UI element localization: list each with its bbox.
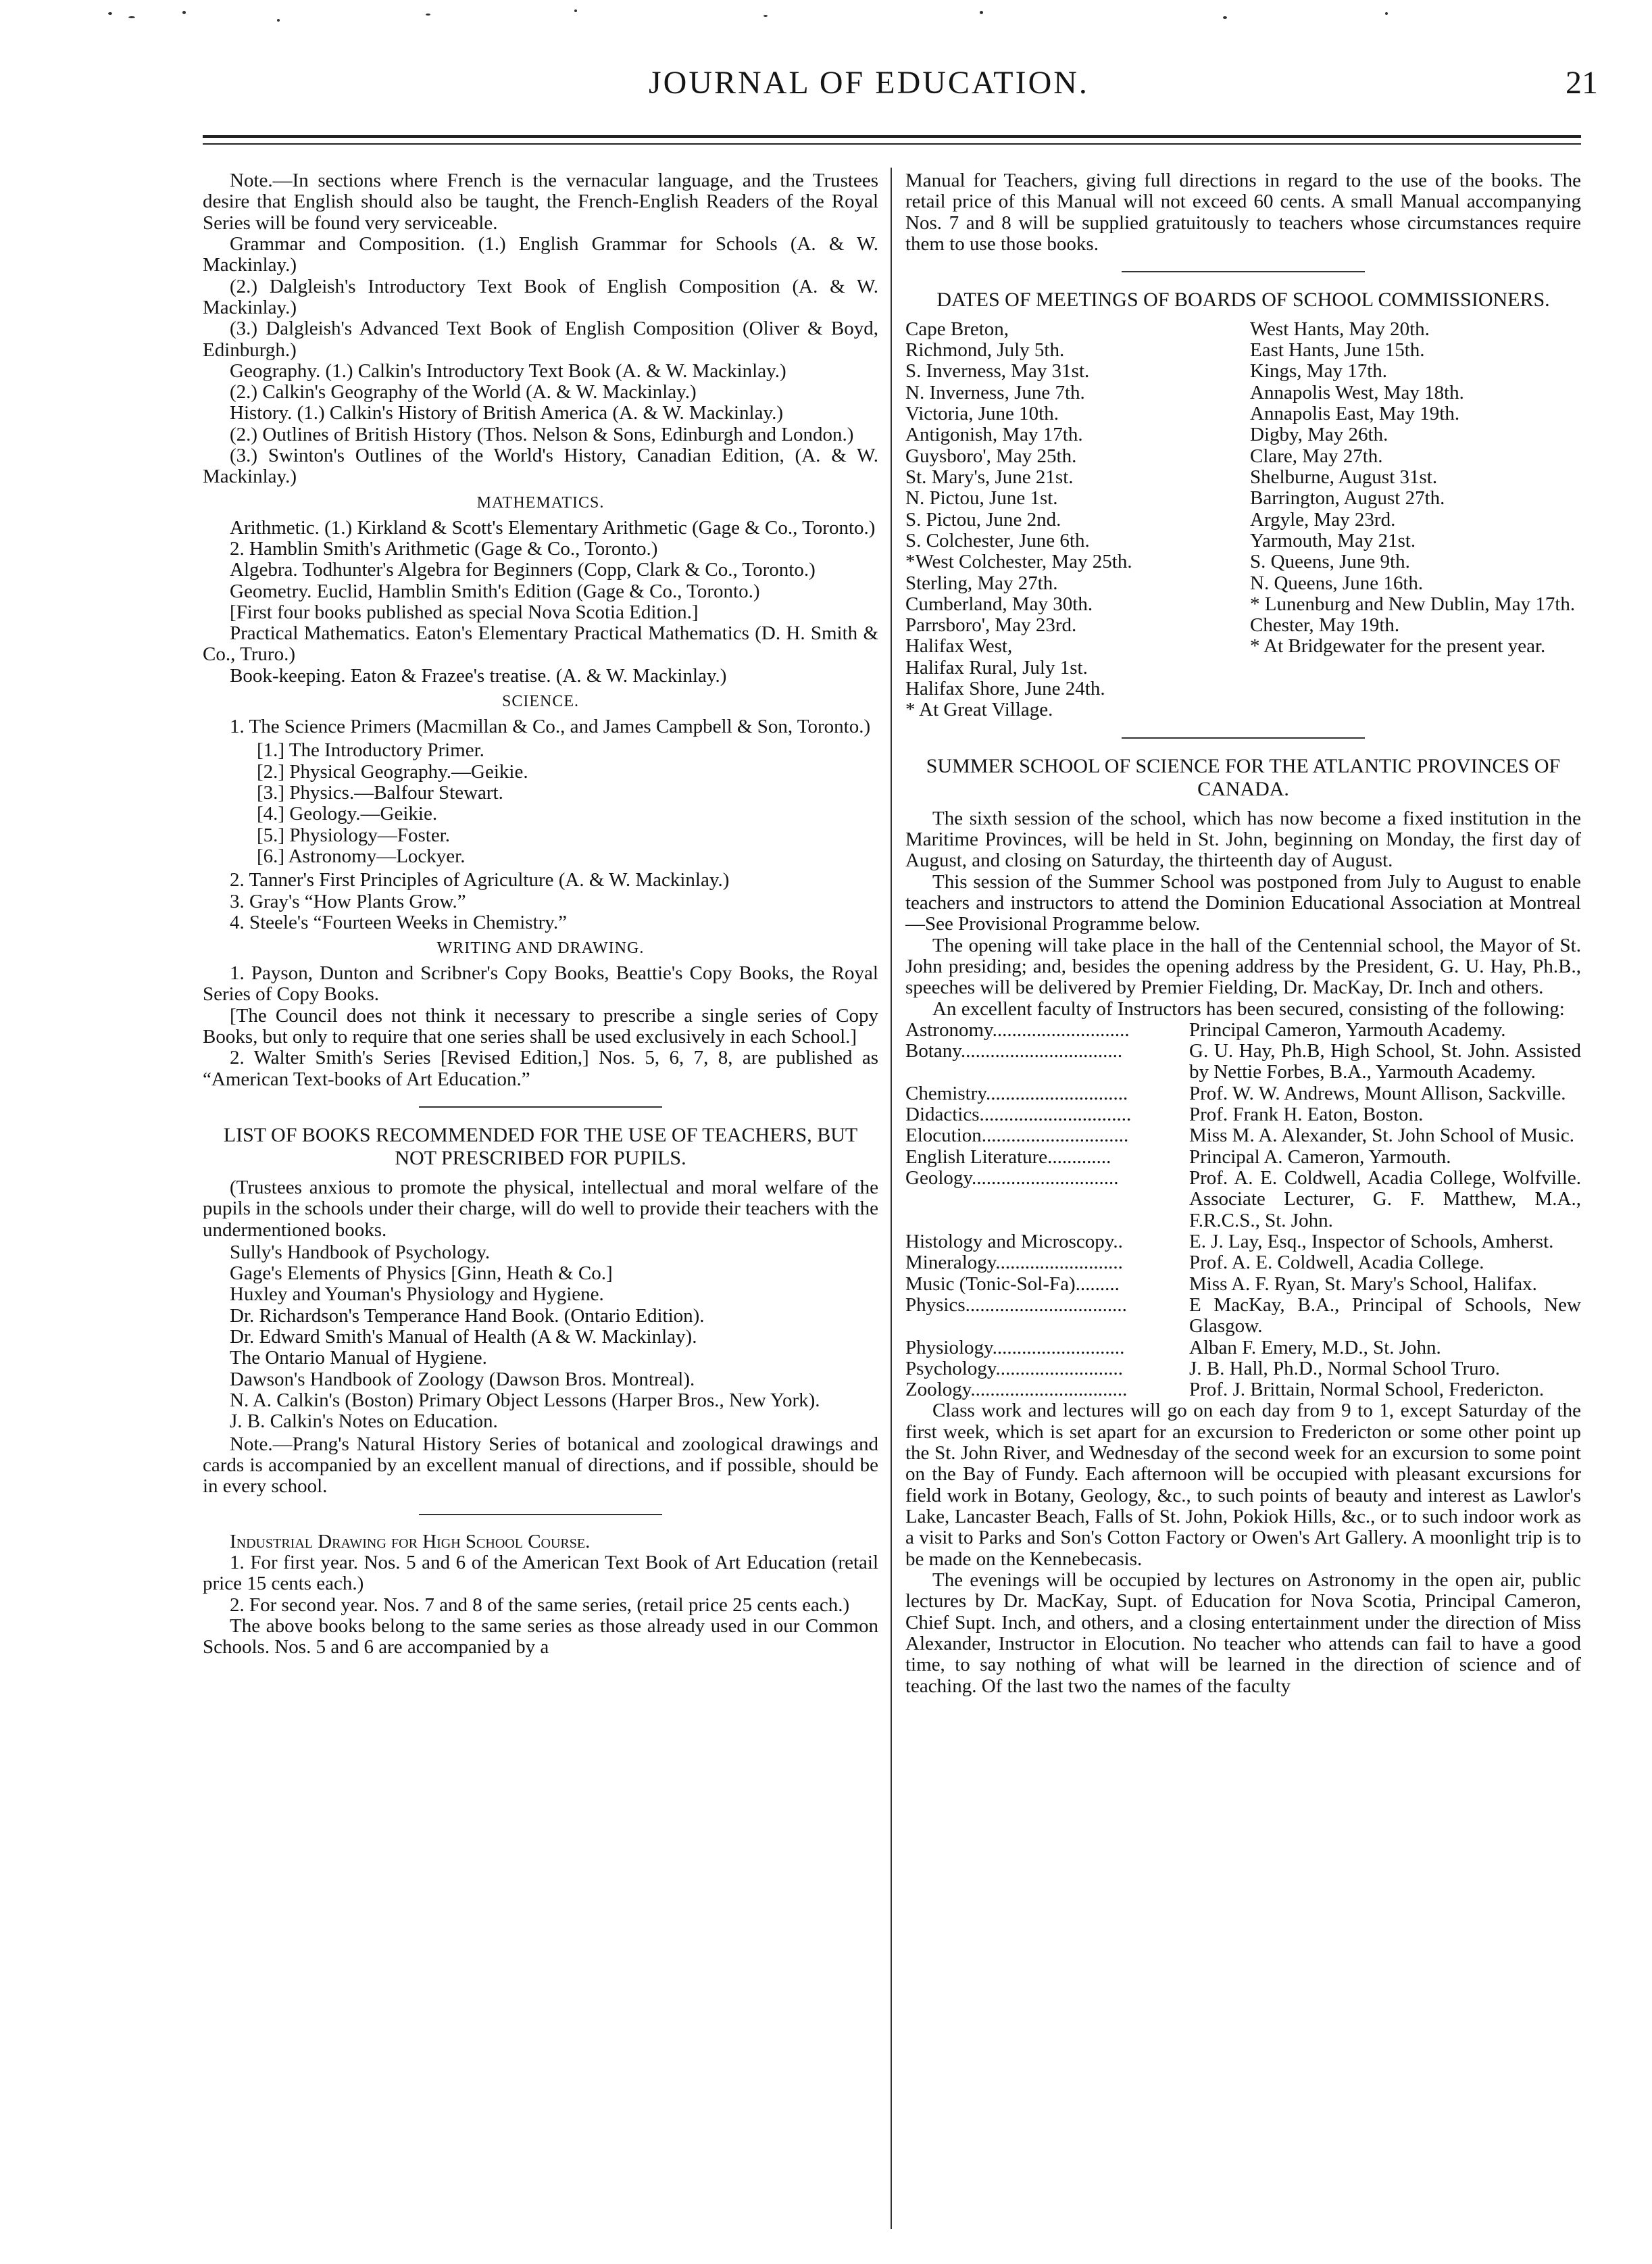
grammar-line: (2.) Dalgleish's Introductory Text Book of English Composition (A. & W. Mackinlay.) [203, 275, 878, 318]
geography-line: Geography. (1.) Calkin's Introductory Text Book (A. & W. Mackinlay.) [230, 360, 786, 382]
date-entry: St. Mary's, June 21st. [905, 466, 1074, 488]
date-entry: Cape Breton, [905, 318, 1009, 340]
date-entry: Victoria, June 10th. [905, 403, 1059, 424]
summer-paragraph: An excellent faculty of Instructors has been secured, consisting of the following: [932, 998, 1565, 1020]
date-entry: Parrsboro', May 23rd. [905, 614, 1077, 637]
faculty-subject: Chemistry............................. [905, 1083, 1128, 1104]
industrial-line: 2. For second year. Nos. 7 and 8 of the same series, (retail price 25 cents each.) [230, 1594, 850, 1616]
list-note: Note.—Prang's Natural History Series of botanical and zoological drawings and cards is accompanied by an excellent manual of directions, and if possible, should be in every school. [203, 1433, 878, 1498]
book-list [230, 1242, 878, 1433]
mathematics-line: Algebra. Todhunter's Algebra for Beginners (Copp, Clark & Co., Toronto.) [230, 559, 816, 581]
faculty-instructor: Prof. A. E. Coldwell, Acadia College. [1189, 1252, 1484, 1274]
writing-line: 1. Payson, Dunton and Scribner's Copy Books, Beattie's Copy Books, the Royal Series of Copy Books. [203, 962, 878, 1006]
date-entry: Sterling, May 27th. [905, 572, 1058, 594]
list-heading: LIST OF BOOKS RECOMMENDED FOR THE USE OF TEACHERS, BUT NOT PRESCRIBED FOR PUPILS. [223, 1123, 858, 1170]
dates-column-left [905, 319, 1236, 721]
faculty-row [905, 1104, 1581, 1125]
faculty-instructor: Prof. J. Brittain, Normal School, Fredericton. [1189, 1379, 1545, 1401]
date-entry: Halifax Shore, June 24th. [905, 678, 1105, 700]
section-rule [419, 1106, 662, 1108]
date-entry: Kings, May 17th. [1250, 360, 1387, 383]
date-entry: Antigonish, May 17th. [905, 424, 1083, 446]
faculty-row [905, 1168, 1581, 1231]
faculty-row [905, 1020, 1581, 1041]
writing-line: 2. Walter Smith's Series [Revised Edition,] Nos. 5, 6, 7, 8, are published as “American Text-books of Art Education.” [203, 1047, 878, 1090]
summer-paragraph: This session of the Summer School was postponed from July to August to enable teachers and instructors to attend the Dominion Educational Association at Montreal—See Provisional Programme below. [905, 870, 1581, 935]
history-line: History. (1.) Calkin's History of British America (A. & W. Mackinlay.) [230, 402, 783, 424]
date-entry: N. Pictou, June 1st. [905, 487, 1058, 510]
book-item: The Ontario Manual of Hygiene. [230, 1347, 487, 1369]
date-entry: S. Queens, June 9th. [1250, 551, 1410, 573]
science-primer-list [257, 740, 878, 867]
industrial-line: The above books belong to the same series as those already used in our Common Schools. Nos. 5 and 6 are accompanied by a [203, 1615, 878, 1658]
mathematics-line: Geometry. Euclid, Hamblin Smith's Edition (Gage & Co., Toronto.) [230, 580, 760, 602]
book-item: Dawson's Handbook of Zoology (Dawson Bros. Montreal). [230, 1368, 695, 1390]
mathematics-line: 2. Hamblin Smith's Arithmetic (Gage & Co., Toronto.) [230, 537, 658, 560]
book-item: Dr. Edward Smith's Manual of Health (A & W. Mackinlay). [230, 1326, 697, 1348]
date-entry: Halifax West, [905, 635, 1013, 658]
science-primer-item: [3.] Physics.—Balfour Stewart. [257, 781, 503, 804]
date-entry: Barrington, August 27th. [1250, 487, 1445, 510]
header-rule-thick [203, 135, 1581, 138]
mathematics-line: [First four books published as special Nova Scotia Edition.] [230, 601, 699, 623]
faculty-subject: Music (Tonic-Sol-Fa)......... [905, 1273, 1120, 1295]
date-entry: Clare, May 27th. [1250, 445, 1383, 467]
date-entry: S. Pictou, June 2nd. [905, 508, 1061, 531]
mathematics-line: Practical Mathematics. Eaton's Elementary Practical Mathematics (D. H. Smith & Co., Truro.) [203, 622, 878, 666]
faculty-subject: Mineralogy.......................... [905, 1252, 1123, 1274]
writing-line: [The Council does not think it necessary to prescribe a single series of Copy Books, but only to require that one series shall be used exclusively in each School.] [203, 1004, 878, 1048]
dates-column-right [1250, 319, 1581, 721]
faculty-subject: Geology.............................. [905, 1168, 1119, 1189]
faculty-instructor: Prof. A. E. Coldwell, Acadia College, Wolfville. Associate Lecturer, G. F. Matthew, M.A., F.R.C.S., St. John. [1189, 1167, 1581, 1231]
footnote-great-village: * At Great Village. [905, 699, 1053, 721]
science-line: 4. Steele's “Fourteen Weeks in Chemistry.” [230, 911, 568, 933]
faculty-instructor: Prof. Frank H. Eaton, Boston. [1189, 1104, 1424, 1126]
date-entry: Yarmouth, May 21st. [1250, 529, 1416, 551]
grammar-line: Grammar and Composition. (1.) English Grammar for Schools (A. & W. Mackinlay.) [203, 232, 878, 276]
summer-closing-paragraph: Class work and lectures will go on each day from 9 to 1, except Saturday of the first week, which is set apart for an excursion to Fredericton or some other point up the St. John River, and Wednesday of the second week for an excursion to some point on the Bay of Fundy. Each afternoon will be occupied with pleasant excursions for field work in Botany, Geology, &c., to such points of beauty and interest as Lawlor's Lake, Lancaster Beach, Falls of St. John, Pokiok Hills, &c., or to such indoor work as a visit to Parks and Son's Cotton Factory or Owen's Art Gallery. A moonlight trip is to be made on the Kennebecasis. [905, 1400, 1581, 1570]
date-entry: N. Queens, June 16th. [1250, 572, 1424, 594]
date-entry: S. Inverness, May 31st. [905, 360, 1090, 383]
history-line: (2.) Outlines of British History (Thos. Nelson & Sons, Edinburgh and London.) [230, 423, 854, 445]
science-heading: SCIENCE. [501, 693, 579, 711]
faculty-instructor: Principal A. Cameron, Yarmouth. [1189, 1146, 1451, 1168]
faculty-subject: Astronomy............................ [905, 1019, 1130, 1041]
geography-line: (2.) Calkin's Geography of the World (A. & W. Mackinlay.) [230, 381, 697, 403]
page-header [0, 64, 1652, 118]
industrial-line: 1. For first year. Nos. 5 and 6 of the American Text Book of Art Education (retail price 15 cents each.) [203, 1551, 878, 1595]
faculty-instructor: Prof. W. W. Andrews, Mount Allison, Sackville. [1189, 1082, 1566, 1104]
faculty-instructor: E MacKay, B.A., Principal of Schools, New Glasgow. [1189, 1294, 1581, 1337]
faculty-instructor: E. J. Lay, Esq., Inspector of Schools, Amherst. [1189, 1230, 1554, 1252]
book-item: N. A. Calkin's (Boston) Primary Object Lessons (Harper Bros., New York). [230, 1389, 820, 1412]
mathematics-line: Book-keeping. Eaton & Frazee's treatise. (A. & W. Mackinlay.) [230, 664, 727, 687]
science-line: 3. Gray's “How Plants Grow.” [230, 890, 466, 912]
book-item: Sully's Handbook of Psychology. [230, 1241, 491, 1263]
date-entry: * Lunenburg and New Dublin, May 17th. [1250, 593, 1576, 615]
date-entry: Guysboro', May 25th. [905, 445, 1077, 467]
faculty-row [905, 1358, 1581, 1379]
science-primer-item: [4.] Geology.—Geikie. [257, 803, 438, 825]
date-entry: S. Colchester, June 6th. [905, 529, 1090, 551]
mathematics-heading: MATHEMATICS. [476, 493, 605, 512]
faculty-instructor: Principal Cameron, Yarmouth Academy. [1189, 1018, 1506, 1041]
book-item: Dr. Richardson's Temperance Hand Book. (Ontario Edition). [230, 1304, 705, 1327]
faculty-subject: English Literature............. [905, 1146, 1111, 1168]
date-entry: Annapolis West, May 18th. [1250, 381, 1464, 403]
date-entry: Argyle, May 23rd. [1250, 508, 1396, 531]
date-entry: Cumberland, May 30th. [905, 593, 1093, 615]
faculty-subject: Botany................................. [905, 1041, 1123, 1062]
running-title: JOURNAL OF EDUCATION. [649, 65, 1089, 101]
science-primer-item: [6.] Astronomy—Lockyer. [257, 845, 466, 867]
grammar-line: (3.) Dalgleish's Advanced Text Book of English Composition (Oliver & Boyd, Edinburgh.) [203, 318, 878, 361]
faculty-subject: Elocution.............................. [905, 1125, 1129, 1147]
faculty-instructor: Miss A. F. Ryan, St. Mary's School, Halifax. [1189, 1273, 1537, 1295]
page-number: 21 [1566, 65, 1598, 101]
manual-continuation: Manual for Teachers, giving full directions in regard to the use of the books. The retail price of this Manual will not exceed 60 cents. A small Manual accompanying Nos. 7 and 8 will be supplied gratuitously to teachers whose circumstances require them to use those books. [905, 170, 1581, 255]
column-divider [891, 168, 892, 2229]
summer-closing-paragraph: The evenings will be occupied by lectures on Astronomy in the open air, public lectures by Dr. MacKay, Supt. of Education for Nova Scotia, Principal Cameron, Chief Supt. Inch, and others, and a closing entertainment under the direction of Miss Alexander, Instructor in Elocution. No teacher who attends can fail to have a good time, to say nothing of what will be learned in the direction of science and of teaching. Of the last two the names of the faculty [905, 1569, 1581, 1697]
science-intro: 1. The Science Primers (Macmillan & Co., and James Campbell & Son, Toronto.) [230, 716, 871, 737]
date-entry: Annapolis East, May 19th. [1250, 403, 1460, 424]
faculty-instructor: Alban F. Emery, M.D., St. John. [1189, 1336, 1441, 1358]
right-column [905, 170, 1581, 1697]
faculty-subject: Didactics............................... [905, 1104, 1132, 1126]
faculty-subject: Psychology.......................... [905, 1358, 1123, 1379]
date-entry: East Hants, June 15th. [1250, 339, 1425, 362]
science-primer-item: [2.] Physical Geography.—Geikie. [257, 760, 528, 783]
history-line: (3.) Swinton's Outlines of the World's History, Canadian Edition, (A. & W. Mackinlay.) [203, 445, 878, 488]
faculty-instructor: G. U. Hay, Ph.B, High School, St. John. Assisted by Nettie Forbes, B.A., Yarmouth Academy. [1189, 1040, 1581, 1083]
date-entry: Shelburne, August 31st. [1250, 466, 1438, 488]
note-paragraph: Note.—In sections where French is the vernacular language, and the Trustees desire that English should also be taught, the French-English Readers of the Royal Series will be found very serviceable. [203, 170, 878, 234]
list-intro: (Trustees anxious to promote the physical, intellectual and moral welfare of the pupils in the schools under their charge, will do well to provide their teachers with the undermentioned books. [203, 1176, 878, 1241]
faculty-row [905, 1379, 1581, 1400]
faculty-row [905, 1337, 1581, 1358]
summer-school-heading: SUMMER SCHOOL OF SCIENCE FOR THE ATLANTIC PROVINCES OF CANADA. [926, 754, 1561, 801]
science-line: 2. Tanner's First Principles of Agriculture (A. & W. Mackinlay.) [230, 869, 730, 891]
faculty-row [905, 1083, 1581, 1104]
section-rule [419, 1514, 662, 1515]
date-entry: West Hants, May 20th. [1250, 318, 1430, 340]
book-item: Huxley and Youman's Physiology and Hygiene. [230, 1283, 604, 1306]
date-entry: Richmond, July 5th. [905, 339, 1065, 362]
faculty-subject: Physics................................. [905, 1294, 1127, 1316]
dates-heading: DATES OF MEETINGS OF BOARDS OF SCHOOL COMMISSIONERS. [936, 289, 1550, 312]
faculty-row [905, 1274, 1581, 1295]
science-primer-item: [1.] The Introductory Primer. [257, 739, 484, 762]
footnote-bridgewater: * At Bridgewater for the present year. [1250, 635, 1546, 658]
faculty-instructor: Miss M. A. Alexander, St. John School of Music. [1189, 1125, 1574, 1147]
date-entry: Chester, May 19th. [1250, 614, 1400, 637]
date-entry: N. Inverness, June 7th. [905, 381, 1085, 403]
print-specks [101, 7, 1588, 34]
header-rule-thin [203, 143, 1581, 145]
faculty-row [905, 1231, 1581, 1252]
industrial-heading: Industrial Drawing for High School Course. [230, 1530, 591, 1552]
left-column [203, 170, 878, 1658]
faculty-instructor: J. B. Hall, Ph.D., Normal School Truro. [1189, 1357, 1501, 1379]
summer-paragraph: The sixth session of the school, which has now become a fixed institution in the Maritime Provinces, will be held in St. John, beginning on Monday, the first day of August, and closing on Saturday, the thirteenth day of August. [905, 807, 1581, 872]
date-entry: *West Colchester, May 25th. [905, 551, 1132, 573]
faculty-row [905, 1041, 1581, 1083]
faculty-subject: Zoology................................ [905, 1379, 1128, 1401]
faculty-list [905, 1020, 1581, 1401]
mathematics-line: Arithmetic. (1.) Kirkland & Scott's Elementary Arithmetic (Gage & Co., Toronto.) [230, 516, 876, 539]
faculty-subject: Physiology........................... [905, 1337, 1125, 1358]
science-primer-item: [5.] Physiology—Foster. [257, 824, 450, 846]
date-entry: Digby, May 26th. [1250, 424, 1388, 446]
summer-paragraph: The opening will take place in the hall of the Centennial school, the Mayor of St. John presiding; and, besides the opening address by the President, G. U. Hay, Ph.B., speeches will be delivered by Premier Fielding, Dr. MacKay, Dr. Inch and others. [905, 934, 1581, 999]
date-entry: Halifax Rural, July 1st. [905, 656, 1088, 679]
book-item: J. B. Calkin's Notes on Education. [230, 1410, 498, 1433]
faculty-row [905, 1125, 1581, 1146]
faculty-row [905, 1252, 1581, 1273]
dates-table [905, 319, 1581, 721]
faculty-subject: Histology and Microscopy.. [905, 1231, 1123, 1252]
faculty-row [905, 1295, 1581, 1337]
writing-heading: WRITING AND DRAWING. [436, 939, 645, 958]
faculty-row [905, 1147, 1581, 1168]
section-rule [1122, 737, 1365, 739]
book-item: Gage's Elements of Physics [Ginn, Heath & Co.] [230, 1262, 613, 1285]
section-rule [1122, 271, 1365, 272]
